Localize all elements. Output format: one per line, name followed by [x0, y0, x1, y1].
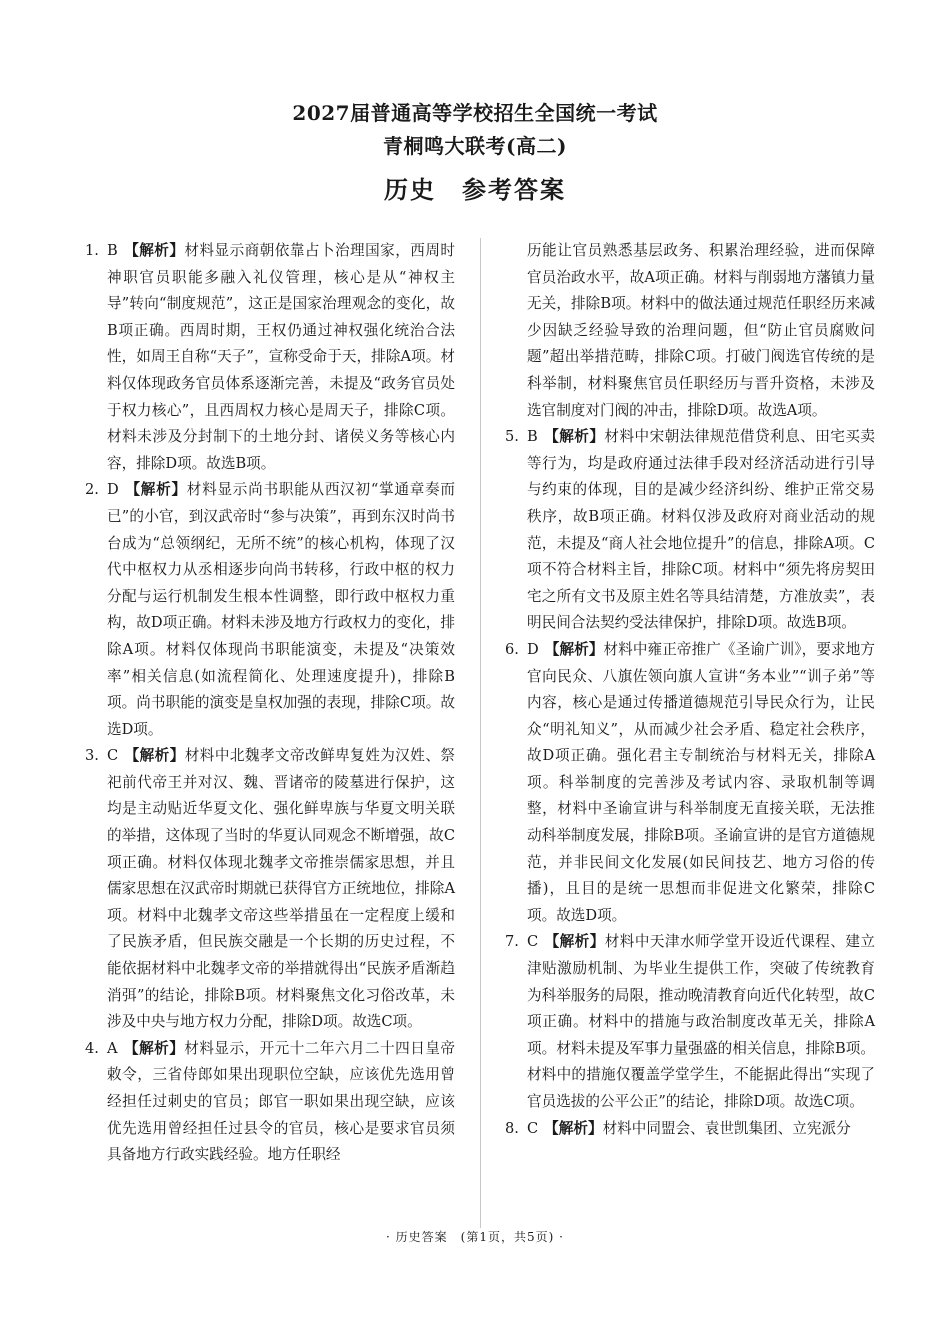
explanation-text: 历能让官员熟悉基层政务、积累治理经验，进而保障官员治政水平，故A项正确。材料与削弱地方藩镇力量无关，排除B项。材料中的做法通过规范任职经历来减少因缺乏经验导致的治理问题，但“防止官员腐败问题”超出举措范畴，排除C项。打破门阀选官传统的是科举制，材料聚焦官员任职经历与晋升资格，未涉及选官制度对门阀的冲击，排除D项。故选A项。	[527, 242, 875, 419]
question-number: 7.	[505, 933, 519, 951]
answer-item-continued	[505, 238, 875, 424]
explanation-text: 材料中宋朝法律规范借贷利息、田宅买卖等行为，均是政府通过法律手段对经济活动进行引导与约束的体现，目的是减少经济纠纷、维护正常交易秩序，故B项正确。材料仅涉及政府对商业活动的规范，未提及“商人社会地位提升”的信息，排除A项。C项不符合材料主旨，排除C项。材料中“须先将房契田宅之所有文书及原主姓名等具结清楚，方准放卖”，表明民间合法契约受法律保护，排除D项。故选B项。	[527, 428, 875, 632]
answer-choice: D	[527, 640, 539, 658]
answer-choice: C	[527, 933, 539, 951]
answer-item	[85, 477, 455, 743]
column-divider	[480, 238, 481, 1228]
analysis-tag: 【解析】	[544, 1119, 603, 1137]
answer-item	[505, 637, 875, 930]
explanation-text: 材料显示商朝依靠占卜治理国家，西周时神职官员职能多融入礼仪管理，核心是从“神权主导”转向“制度规范”，这正是国家治理观念的变化，故B项正确。西周时期，王权仍通过神权强化统治合法性，如周王自称“天子”，宣称受命于天，排除A项。材料仅体现政务官员体系逐渐完善，未提及“政务官员处于权力核心”，且西周权力核心是周天子，排除C项。材料未涉及分封制下的土地分封、诸侯义务等核心内容，排除D项。故选B项。	[107, 242, 455, 472]
explanation-text: 材料中天津水师学堂开设近代课程、建立津贴激励机制、为毕业生提供工作，突破了传统教育为科举服务的局限，推动晚清教育向近代化转型，故C项正确。材料中的措施与政治制度改革无关，排除A项。材料未提及军事力量强盛的相关信息，排除B项。材料中的措施仅覆盖学堂学生，不能据此得出“实现了官员选拔的公平公正”的结论，排除D项。故选C项。	[527, 933, 875, 1110]
question-number: 3.	[85, 747, 99, 765]
analysis-tag: 【解析】	[543, 428, 605, 446]
document-header	[0, 96, 950, 208]
answer-item	[505, 1116, 875, 1143]
subject-label: 历史	[384, 175, 436, 204]
analysis-tag: 【解析】	[123, 1039, 185, 1057]
doc-type-label: 参考答案	[462, 175, 566, 204]
page-footer: · 历史答案 (第1页，共5页) ·	[386, 1230, 564, 1244]
analysis-tag: 【解析】	[544, 640, 604, 658]
answer-choice: A	[107, 1039, 118, 1057]
left-column	[85, 238, 455, 1169]
answer-choice: C	[527, 1119, 539, 1137]
question-number: 4.	[85, 1039, 99, 1057]
answer-item	[85, 743, 455, 1036]
page-title	[0, 172, 950, 208]
answer-item	[505, 929, 875, 1115]
right-column	[505, 238, 875, 1142]
question-number: 1.	[85, 242, 99, 259]
analysis-tag: 【解析】	[124, 481, 187, 499]
explanation-text: 材料显示，开元十二年六月二十四日皇帝敕令，三省侍郎如果出现职位空缺，应该优先选用曾经担任过刺史的官员；郎官一职如果出现空缺，应该优先选用曾经担任过县令的官员，核心是要求官员须具备地方行政实践经验。地方任职经	[107, 1039, 455, 1164]
analysis-tag: 【解析】	[124, 747, 185, 765]
analysis-tag: 【解析】	[544, 933, 605, 951]
answer-choice: B	[107, 242, 118, 259]
answer-item	[505, 424, 875, 637]
question-number: 5.	[505, 428, 519, 446]
exam-title: 2027届普通高等学校招生全国统一考试	[292, 101, 658, 125]
question-number: 8.	[505, 1119, 519, 1137]
answer-choice: D	[107, 481, 119, 499]
explanation-text: 材料中同盟会、袁世凯集团、立宪派分	[602, 1119, 851, 1137]
explanation-text: 材料中雍正帝推广《圣谕广训》，要求地方官向民众、八旗佐领向旗人宣讲“务本业”“训子弟”等内容，核心是通过传播道德规范引导民众行为，让民众“明礼知义”，从而减少社会矛盾、稳定社会秩序，故D项正确。强化君主专制统治与材料无关，排除A项。科举制度的完善涉及考试内容、录取机制等调整，材料中圣谕宣讲与科举制度无直接关联，无法推动科举制度发展，排除B项。圣谕宣讲的是官方道德规范，并非民间文化发展(如民间技艺、地方习俗的传播)，且目的是统一思想而非促进文化繁荣，排除C项。故选D项。	[527, 640, 875, 924]
answer-item	[85, 238, 455, 477]
question-number: 2.	[85, 481, 99, 499]
analysis-tag: 【解析】	[123, 242, 185, 259]
answer-item	[85, 1036, 455, 1169]
exam-subtitle: 青桐鸣大联考(高二)	[383, 134, 567, 158]
question-number: 6.	[505, 640, 519, 658]
explanation-text: 材料中北魏孝文帝改鲜卑复姓为汉姓、祭祀前代帝王并对汉、魏、晋诸帝的陵墓进行保护，这均是主动贴近华夏文化、强化鲜卑族与华夏文明关联的举措，这体现了当时的华夏认同观念不断增强，故C项正确。材料仅体现北魏孝文帝推崇儒家思想，并且儒家思想在汉武帝时期就已获得官方正统地位，排除A项。材料中北魏孝文帝这些举措虽在一定程度上缓和了民族矛盾，但民族交融是一个长期的历史过程，不能依据材料中北魏孝文帝的举措就得出“民族矛盾渐趋消弭”的结论，排除B项。材料聚焦文化习俗改革，未涉及中央与地方权力分配，排除D项。故选C项。	[107, 747, 455, 1031]
explanation-text: 材料显示尚书职能从西汉初“掌通章奏而已”的小官，到汉武帝时“参与决策”，再到东汉时尚书台成为“总领纲纪，无所不统”的核心机构，体现了汉代中枢权力从丞相逐步向尚书转移，行政中枢的权力分配与运行机制发生根本性调整，即行政中枢权力重构，故D项正确。材料未涉及地方行政权力的变化，排除A项。材料仅体现尚书职能演变，未提及“决策效率”相关信息(如流程简化、处理速度提升)，排除B项。尚书职能的演变是皇权加强的表现，排除C项。故选D项。	[107, 481, 455, 738]
answer-choice: C	[107, 747, 119, 765]
answer-choice: B	[527, 428, 538, 446]
